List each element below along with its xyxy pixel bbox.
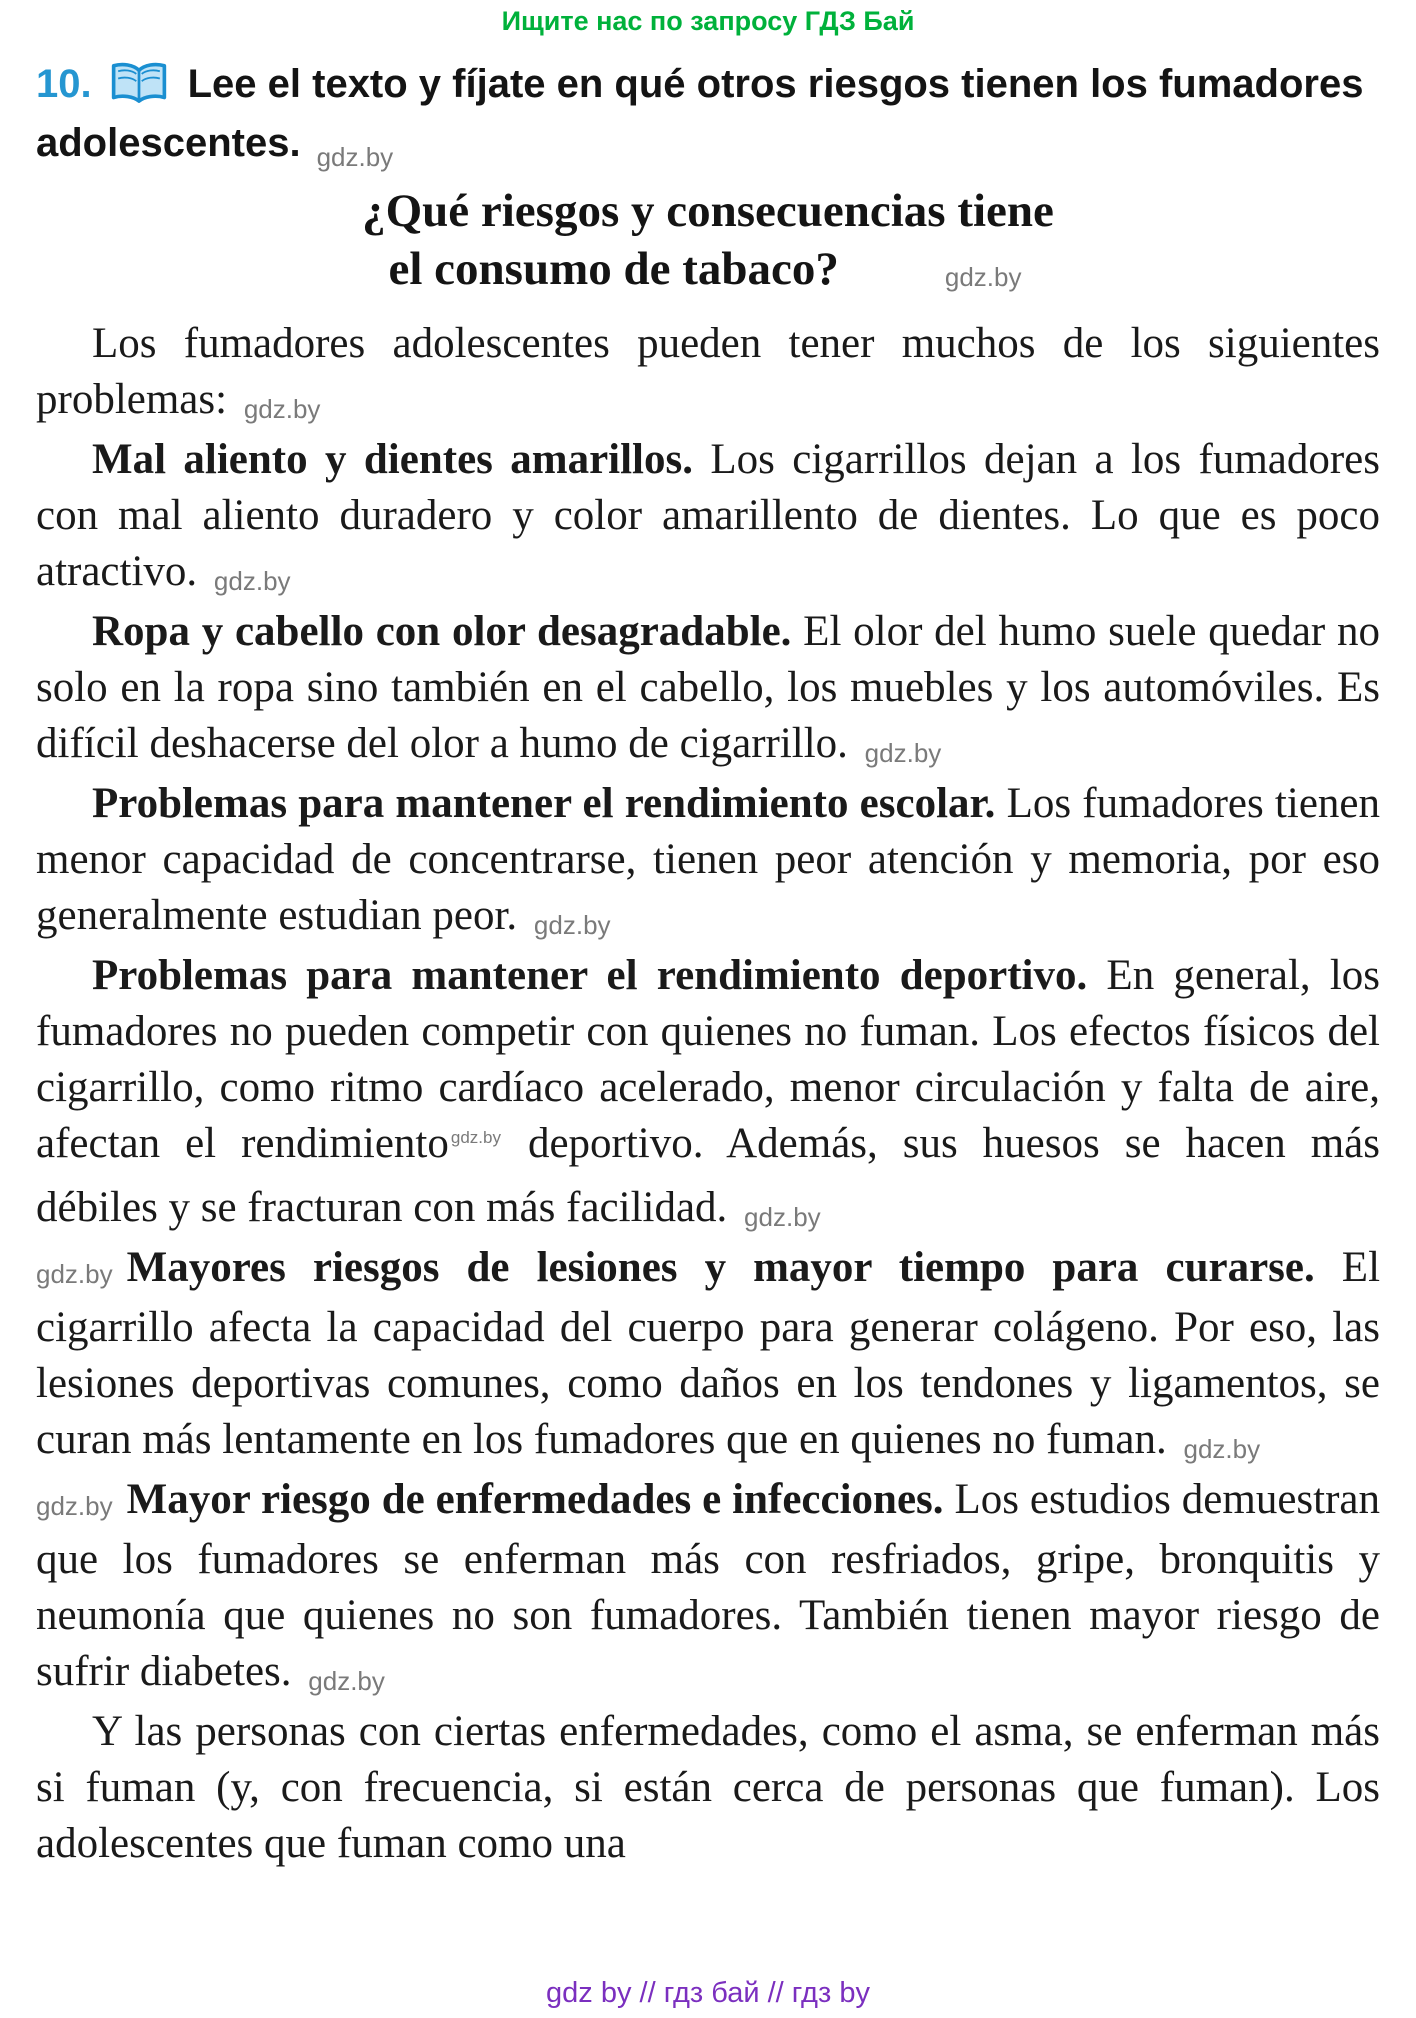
paragraph [36, 776, 1380, 948]
article-title [0, 183, 1416, 298]
watermark: gdz.by [744, 1202, 821, 1233]
watermark: gdz.by [36, 1259, 113, 1290]
paragraph-lead: Mayor riesgo de enfermedades e infecciones. [126, 1476, 944, 1524]
paragraph-lead: Mal aliento y dientes amarillos. [92, 436, 693, 484]
watermark: gdz.by [533, 910, 611, 941]
site-footer: gdz by // гдз бай // гдз by [546, 1977, 870, 2009]
watermark: gdz.by [864, 738, 942, 769]
watermark: gdz.by [944, 261, 1022, 292]
paragraph-text: El olor del humo suele quedar no solo en la ropa sino también en el cabello, los muebles y los automóviles. Es difícil deshacerse del olor a humo de cigarrillo. [36, 608, 1380, 768]
paragraph-lead: Ropa y cabello con olor desagradable. [92, 608, 792, 656]
paragraph-text: deportivo. Además, sus huesos se hacen más débiles y se fracturan con más facilidad. [36, 1120, 1381, 1232]
paragraph-lead: Problemas para mantener el rendimiento escolar. [92, 780, 996, 828]
article-title-line2: el consumo de tabaco? [388, 242, 839, 295]
paragraph [36, 1704, 1380, 1872]
paragraph [36, 432, 1380, 604]
article-body [36, 316, 1380, 1872]
article-title-line1: ¿Qué riesgos y consecuencias tiene [362, 185, 1054, 238]
exercise-header [36, 59, 1380, 173]
watermark: gdz.by [1183, 1434, 1261, 1465]
paragraph [36, 1472, 1380, 1704]
paragraph [36, 604, 1380, 776]
paragraph-lead: Problemas para mantener el rendimiento deportivo. [92, 952, 1088, 1000]
watermark: gdz.by [308, 1666, 385, 1697]
paragraph-text: Los fumadores adolescentes pueden tener muchos de los siguientes problemas: [36, 320, 1380, 424]
paragraph-text: En general, los fumadores no pueden competir con quienes no fuman. Los efectos físicos del cigarrillo, como ritmo cardíaco acelerado, menor circulación y falta de aire, afectan el rendimiento [36, 952, 1381, 1168]
paragraph [36, 948, 1380, 1240]
paragraph [36, 1240, 1380, 1472]
paragraph-text: Los cigarrillos dejan a los fumadores con mal aliento duradero y color amarillento de dientes. Lo que es poco atractivo. [36, 436, 1380, 596]
paragraph [36, 316, 1380, 432]
exercise-number: 10. [36, 62, 92, 106]
watermark: gdz.by [36, 1491, 113, 1522]
watermark: gdz.by [450, 1128, 501, 1148]
paragraph-text: Los estudios demuestran que los fumadores se enferman más con resfriados, gripe, bronquitis y neumonía que quienes no son fumadores. También tienen mayor riesgo de sufrir diabetes. [36, 1476, 1380, 1696]
watermark: gdz.by [213, 566, 291, 597]
paragraph-lead: Mayores riesgos de lesiones y mayor tiempo para curarse. [126, 1244, 1315, 1292]
open-book-icon [110, 61, 168, 118]
exercise-instruction: Lee el texto y fíjate en qué otros riesgos tienen los fumadores adolescentes. [36, 62, 1364, 166]
paragraph-text: Los fumadores tienen menor capacidad de concentrarse, tienen peor atención y memoria, por eso generalmente estudian peor. [36, 780, 1380, 940]
watermark: gdz.by [316, 142, 394, 173]
paragraph-text: Y las personas con ciertas enfermedades, como el asma, se enferman más si fuman (y, con frecuencia, si están cerca de personas que fuman). Los adolescentes que fuman como una [36, 1708, 1380, 1868]
search-hint-banner: Ищите нас по запросу ГДЗ Бай [501, 6, 915, 36]
watermark: gdz.by [243, 394, 321, 425]
paragraph-text: El cigarrillo afecta la capacidad del cuerpo para generar colágeno. Por eso, las lesiones deportivas comunes, como daños en los tendones y ligamentos, se curan más lentamente en los fumadores que en quienes no fuman. [36, 1244, 1381, 1464]
